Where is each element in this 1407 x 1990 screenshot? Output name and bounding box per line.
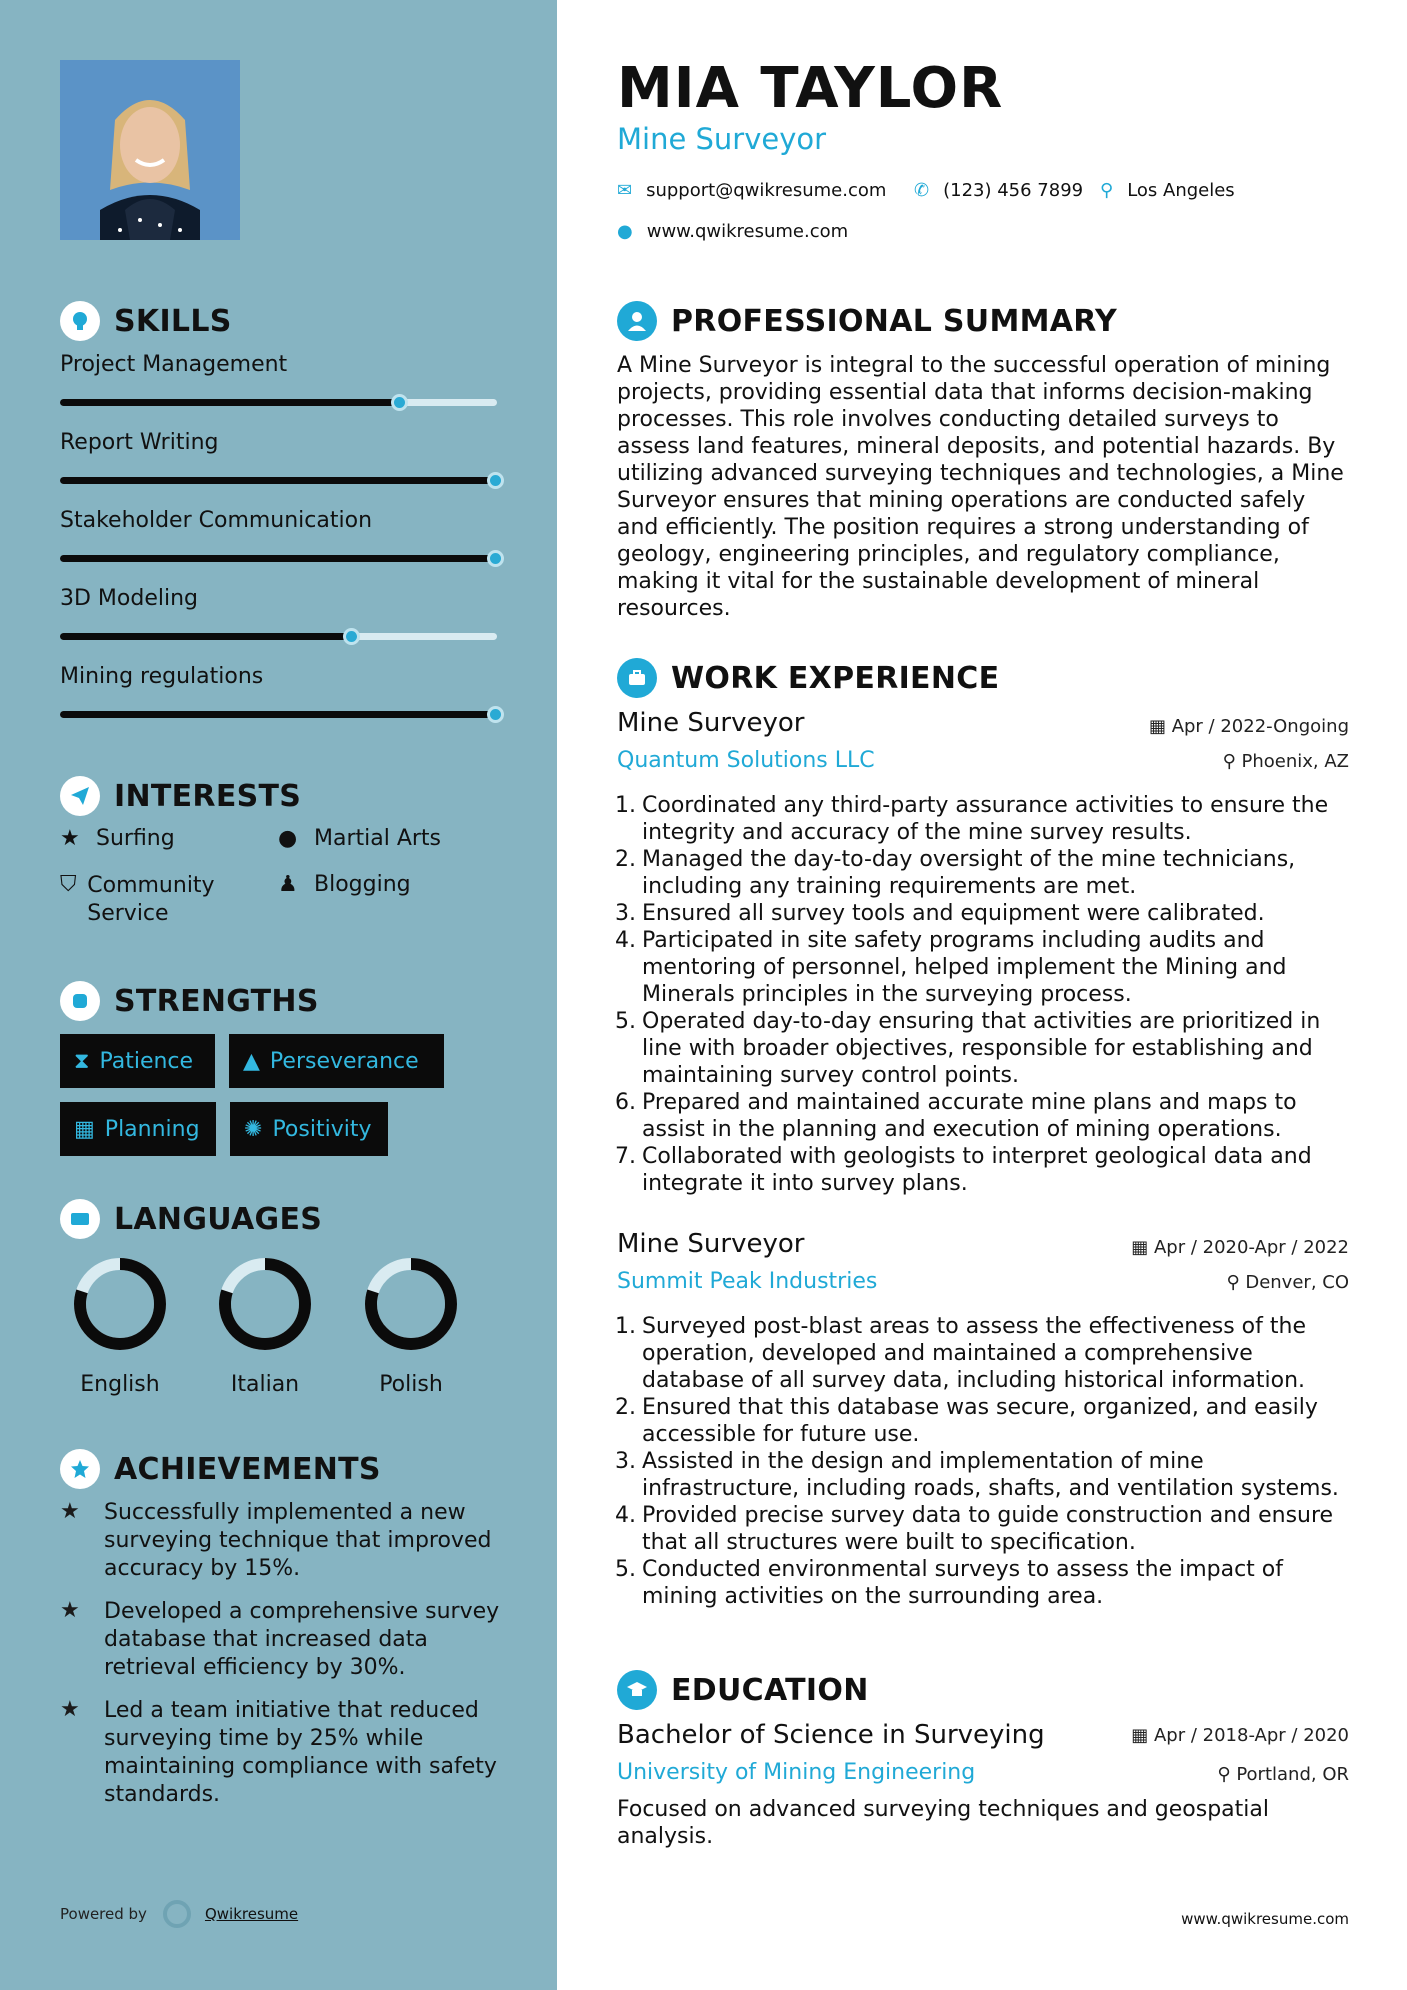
lightbulb-icon [60, 301, 100, 341]
job-bullet: 4. Participated in site safety programs including audits and mentoring of personnel, helped implement the Mining and Minerals principles in the surveying process. [615, 928, 1287, 1007]
skill-knob [391, 394, 408, 411]
shield-icon: ⛉ [60, 872, 77, 897]
skill-name: Mining regulations [60, 664, 264, 689]
language-item: English [50, 1254, 190, 1397]
skill-item [60, 586, 500, 640]
interest-item: ★ Surfing [60, 826, 175, 851]
interest-item: ♟ Blogging [278, 872, 411, 897]
interest-item: ● Martial Arts [278, 826, 442, 851]
contact-email[interactable]: ✉ support@qwikresume.com [617, 180, 887, 201]
skills-title: SKILLS [114, 303, 232, 339]
calendar-icon: ▦ [1148, 716, 1172, 737]
skill-name: Report Writing [60, 430, 219, 455]
education-title: EDUCATION [671, 1672, 869, 1708]
languages-title: LANGUAGES [114, 1201, 323, 1237]
globe-icon: ● [278, 826, 298, 851]
job-bullet: 4. Provided precise survey data to guide construction and ensure that all structures were built to specification. [615, 1503, 1334, 1555]
skill-bar [60, 399, 497, 406]
skill-knob [343, 628, 360, 645]
calendar-icon: ▦ [1131, 1237, 1154, 1258]
pin-icon: ⚲ [1217, 1764, 1237, 1785]
skill-bar [60, 711, 497, 718]
education-date: ▦ Apr / 2018-Apr / 2020 [1131, 1725, 1349, 1746]
achievement-item: ★ Developed a comprehensive survey database that increased data retrieval efficiency by 30%. [60, 1598, 500, 1680]
education-location: ⚲ Portland, OR [1217, 1764, 1349, 1785]
education-description: Focused on advanced surveying techniques and geospatial analysis. [617, 1797, 1269, 1849]
job-company: Summit Peak Industries [617, 1269, 878, 1294]
skill-item [60, 430, 500, 484]
job-date: ▦ Apr / 2022-Ongoing [1148, 716, 1349, 737]
job-bullets [610, 792, 1355, 1197]
job-bullet: 2. Managed the day-to-day oversight of the mine technicians, including any training requirements are met. [615, 847, 1296, 899]
contact-website[interactable]: ● www.qwikresume.com [617, 221, 849, 242]
job-location: ⚲ Denver, CO [1226, 1272, 1349, 1293]
award-icon [60, 1449, 100, 1489]
map-pin-icon: ⚲ [1100, 180, 1114, 201]
strengths-heading [60, 981, 319, 1021]
fist-icon [60, 981, 100, 1021]
qwikresume-link[interactable]: Qwikresume [204, 1905, 299, 1923]
interests-heading [60, 776, 301, 816]
sidebar [0, 0, 557, 1990]
profile-photo [60, 60, 240, 240]
achievements-heading [60, 1449, 381, 1489]
language-icon [60, 1199, 100, 1239]
summary-heading [617, 301, 1117, 341]
road-icon: ▲ [243, 1048, 260, 1074]
phone-icon: ✆ [914, 180, 930, 201]
experience-title: WORK EXPERIENCE [671, 660, 1000, 696]
globe-icon: ● [617, 221, 633, 242]
job-bullet: 3. Ensured all survey tools and equipment were calibrated. [615, 901, 1265, 926]
pin-icon: ⚲ [1222, 751, 1242, 772]
language-item: Italian [195, 1254, 335, 1397]
skill-bar [60, 633, 497, 640]
contact-location: ⚲ Los Angeles [1100, 180, 1235, 201]
job-bullet: 5. Operated day-to-day ensuring that activities are prioritized in line with broader objectives, responsible for establishing and maintaining survey control points. [615, 1009, 1321, 1088]
pin-icon: ⚲ [1226, 1272, 1246, 1293]
skill-fill [60, 477, 497, 484]
skill-bar [60, 477, 497, 484]
language-donut [361, 1254, 461, 1354]
user-icon [617, 301, 657, 341]
skill-bar [60, 555, 497, 562]
skill-fill [60, 399, 401, 406]
language-donut [215, 1254, 315, 1354]
sun-icon: ✺ [244, 1116, 263, 1142]
users-icon: ♟ [278, 872, 298, 897]
paper-plane-icon [60, 776, 100, 816]
job-date: ▦ Apr / 2020-Apr / 2022 [1131, 1237, 1349, 1258]
summary-text: A Mine Surveyor is integral to the successful operation of mining projects, providing essential data that informs decision-making processes. This role involves conducting detailed surveys to assess land features, mineral deposits, and potential hazards. By utilizing advanced surveying techniques and technologies, a Mine Surveyor ensures that mining operations are conducted safely and efficiently. The position requires a strong understanding of geology, engineering principles, and regulatory compliance, making it vital for the sustainable development of mineral resources. [617, 353, 1344, 621]
footer-url[interactable]: www.qwikresume.com [1181, 1910, 1349, 1928]
candidate-name: MIA TAYLOR [617, 56, 1004, 121]
skill-fill [60, 633, 353, 640]
candidate-role: Mine Surveyor [617, 122, 827, 156]
shooting-star-icon: ★ [60, 1697, 80, 1722]
skill-knob [487, 706, 504, 723]
job-bullet: 2. Ensured that this database was secure, organized, and easily accessible for future use. [615, 1395, 1318, 1447]
job-bullet: 1. Coordinated any third-party assurance activities to ensure the integrity and accuracy of the mine survey results. [615, 793, 1329, 845]
strength-tag: ▲ Perseverance [229, 1034, 444, 1088]
job-location: ⚲ Phoenix, AZ [1222, 751, 1349, 772]
interests-title: INTERESTS [114, 778, 302, 814]
strength-tag: ⧗ Patience [60, 1034, 215, 1088]
achievements-title: ACHIEVEMENTS [114, 1451, 381, 1487]
interest-item: ⛉ Community Service [60, 872, 215, 926]
languages-heading [60, 1199, 322, 1239]
skills-heading [60, 301, 232, 341]
briefcase-icon [617, 658, 657, 698]
qwikresume-logo-icon [163, 1900, 191, 1928]
job-bullet: 7. Collaborated with geologists to interpret geological data and integrate it into survey plans. [615, 1144, 1312, 1196]
job-bullet: 3. Assisted in the design and implementation of mine infrastructure, including roads, shafts, and ventilation systems. [615, 1449, 1339, 1501]
skill-item [60, 664, 500, 718]
skill-knob [487, 550, 504, 567]
school-name: University of Mining Engineering [617, 1760, 976, 1785]
skill-fill [60, 711, 497, 718]
skill-knob [487, 472, 504, 489]
job-bullet: 6. Prepared and maintained accurate mine plans and maps to assist in the planning and execution of mining operations. [615, 1090, 1297, 1142]
star-icon: ★ [60, 826, 80, 851]
achievement-item: ★ Successfully implemented a new surveying technique that improved accuracy by 15%. [60, 1499, 492, 1581]
shooting-star-icon: ★ [60, 1499, 80, 1524]
degree-title: Bachelor of Science in Surveying [617, 1720, 1045, 1750]
job-bullet: 1. Surveyed post-blast areas to assess the effectiveness of the operation, developed and maintained a comprehensive database of all survey data, including historical information. [615, 1314, 1306, 1393]
calendar-icon: ▦ [1131, 1725, 1154, 1746]
skill-name: Stakeholder Communication [60, 508, 373, 533]
education-heading [617, 1670, 869, 1710]
strengths-title: STRENGTHS [114, 983, 319, 1019]
summary-title: PROFESSIONAL SUMMARY [671, 303, 1118, 339]
job-title: Mine Surveyor [617, 708, 805, 738]
language-item: Polish [341, 1254, 481, 1397]
graduation-cap-icon [617, 1670, 657, 1710]
strength-tag: ✺ Positivity [230, 1102, 388, 1156]
powered-by: Powered by Qwikresume [60, 1900, 298, 1928]
skill-item [60, 352, 500, 406]
skill-name: 3D Modeling [60, 586, 199, 611]
language-donut [70, 1254, 170, 1354]
job-title: Mine Surveyor [617, 1229, 805, 1259]
achievement-item: ★ Led a team initiative that reduced surveying time by 25% while maintaining compliance with safety standards. [60, 1697, 497, 1807]
job-company: Quantum Solutions LLC [617, 748, 875, 773]
job-bullet: 5. Conducted environmental surveys to assess the impact of mining activities on the surrounding area. [615, 1557, 1284, 1609]
experience-heading [617, 658, 999, 698]
strength-tag: ▦ Planning [60, 1102, 216, 1156]
shooting-star-icon: ★ [60, 1598, 80, 1623]
envelope-icon: ✉ [617, 180, 633, 201]
skill-fill [60, 555, 497, 562]
calendar-icon: ▦ [74, 1116, 95, 1142]
skill-name: Project Management [60, 352, 288, 377]
skill-item [60, 508, 500, 562]
hourglass-icon: ⧗ [74, 1048, 90, 1074]
job-bullets [610, 1313, 1355, 1610]
contact-phone[interactable]: ✆ (123) 456 7899 [914, 180, 1084, 201]
